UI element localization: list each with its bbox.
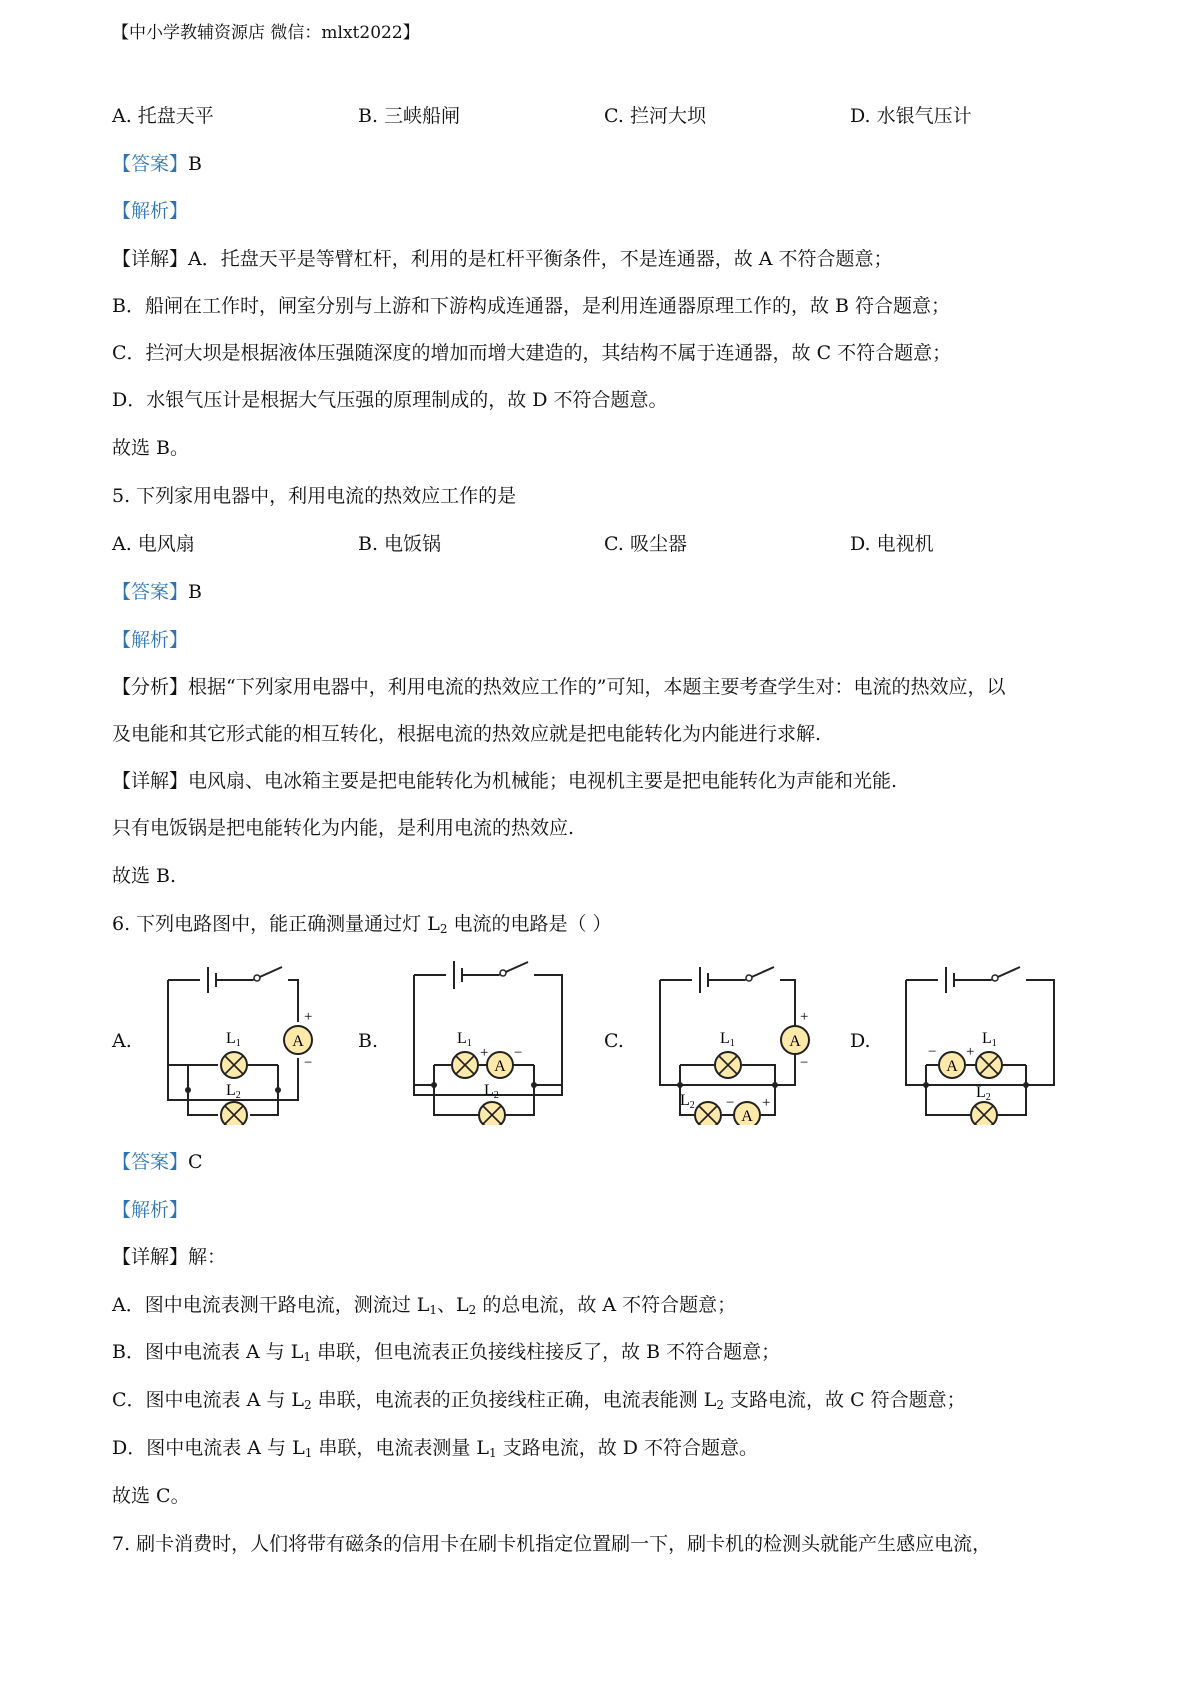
circuit-b-diagram [384,955,584,1125]
ammeter-minus: − [304,1055,313,1071]
circuit-d-label: D. [850,1030,871,1052]
lamp-l1 [452,1052,478,1078]
q6-detail-a [112,1291,736,1319]
lamp-l1 [221,1052,247,1078]
answer-tag: 【答案】 [112,153,189,175]
q7-stem: 7. 刷卡消费时，人们将带有磁条的信用卡在刷卡机指定位置刷一下，刷卡机的检测头就能产生感应电流， [112,1533,992,1555]
circuit-a [112,955,352,1125]
ammeter [487,1052,513,1078]
sub-2: 2 [304,1398,312,1412]
circuit-c [604,955,844,1125]
q6-stem-sub: 2 [439,922,448,936]
q4-option-b: B. 三峡船闸 [358,105,461,127]
q4-detail-a [112,245,893,273]
lamp-l2-label: L2 [484,1082,499,1101]
q6-detail-b [112,1338,780,1366]
q4-detail-c: C．拦河大坝是根据液体压强随深度的增加而增大建造的，其结构不属于连通器，故 C 不符合题意； [112,342,952,364]
q6-stem [112,910,612,938]
q6-detail-b-post: 串联，但电流表正负接线柱接反了，故 B 不符合题意； [311,1341,781,1363]
ammeter-label: A [946,1058,958,1075]
lamp-l1 [976,1052,1002,1078]
q4-conclusion: 故选 B。 [112,437,190,459]
q4-answer-line [112,150,202,178]
ammeter-label: A [494,1058,506,1075]
ammeter-2-plus: + [762,1095,771,1111]
sub-2: 2 [468,1303,477,1317]
circuit-d-diagram [876,955,1076,1125]
circuit-a-diagram [138,955,338,1125]
q6-detail-d-mid: 串联，电流表测量 L [312,1437,490,1459]
sub-1: 1 [303,1350,312,1364]
circuit-b [358,955,598,1125]
circuit-c-diagram [630,955,830,1125]
ammeter-label: A [292,1033,304,1050]
q5-answer-line [112,578,202,606]
q4-analysis-tag: 【解析】 [112,200,189,222]
ammeter-plus: + [800,1009,809,1025]
detail-tag: 【详解】 [112,1246,189,1268]
circuit-c-label: C. [604,1030,624,1052]
ammeter [781,1026,809,1054]
q6-detail-intro-text: 解： [188,1246,227,1268]
q5-detail-1 [112,767,897,795]
q4-detail-d: D．水银气压计是根据大气压强的原理制成的，故 D 不符合题意。 [112,389,668,411]
sub-2: 2 [716,1398,724,1412]
q6-detail-c-mid: 串联，电流表的正负接线柱正确，电流表能测 L [311,1389,717,1411]
lamp-l2-label: L2 [976,1084,991,1103]
q5-detail-1-text: 电风扇、电冰箱主要是把电能转化为机械能；电视机主要是把电能转化为声能和光能. [188,770,898,792]
lamp-l1-label: L1 [457,1030,472,1049]
q6-analysis-tag: 【解析】 [112,1199,189,1221]
q4-detail-b: B．船闸在工作时，闸室分别与上游和下游构成连通器，是利用连通器原理工作的，故 B 符合题意； [112,295,951,317]
lamp-l1-label: L1 [982,1030,997,1049]
ammeter-plus: + [966,1044,975,1060]
q5-answer: B [188,581,202,603]
q6-detail-c-post: 支路电流，故 C 符合题意； [723,1389,966,1411]
q6-stem-post: 电流的电路是（ ） [447,913,612,935]
q4-option-d: D. 水银气压计 [850,105,972,127]
sub-1: 1 [429,1303,438,1317]
q6-detail-b-pre: B．图中电流表 A 与 L [112,1341,304,1363]
q6-answer: C [188,1151,203,1173]
circuit-b-label: B. [358,1030,379,1052]
lamp-l1-label: L1 [720,1030,735,1049]
q4-options [112,102,1112,130]
q6-detail-intro [112,1243,226,1271]
ammeter [939,1052,965,1078]
answer-tag: 【答案】 [112,581,189,603]
lamp-l2 [221,1102,247,1125]
q5-conclusion: 故选 B. [112,865,177,887]
lamp-l2 [695,1102,721,1125]
fenxi-tag: 【分析】 [112,676,189,698]
lamp-l2 [971,1102,997,1125]
ammeter-2 [734,1102,760,1125]
q4-detail-a-text: A．托盘天平是等臂杠杆，利用的是杠杆平衡条件，不是连通器，故 A 不符合题意； [188,248,893,270]
lamp-l1-label: L1 [226,1030,241,1049]
ammeter-minus: − [514,1045,523,1061]
q6-conclusion: 故选 C。 [112,1485,190,1507]
q6-detail-c-pre: C．图中电流表 A 与 L [112,1389,304,1411]
q5-fenxi-2: 及电能和其它形式能的相互转化，根据电流的热效应就是把电能转化为内能进行求解. [112,723,822,745]
lamp-l2 [479,1102,505,1125]
ammeter-minus: − [800,1055,809,1071]
q6-detail-a-pre: A．图中电流表测干路电流，测流过 L [112,1294,430,1316]
page-header: 【中小学教辅资源店 微信：mlxt2022】 [112,23,420,43]
ammeter-label: A [789,1033,801,1050]
ammeter-2-label: A [741,1108,753,1125]
sub-1: 1 [304,1446,313,1460]
ammeter [284,1026,312,1054]
q5-fenxi-1 [112,673,1005,701]
ammeter-plus: + [304,1009,313,1025]
q5-option-d: D. 电视机 [850,533,934,555]
ammeter-2-minus: − [726,1095,735,1111]
q5-detail-2: 只有电饭锅是把电能转化为内能，是利用电流的热效应. [112,817,575,839]
lamp-l1 [715,1052,741,1078]
answer-tag: 【答案】 [112,1151,189,1173]
q6-circuits [112,955,1112,1125]
q5-fenxi-1-text: 根据“下列家用电器中，利用电流的热效应工作的”可知，本题主要考查学生对：电流的热效应，以 [188,676,1006,698]
q6-detail-a-mid: 、L [437,1294,469,1316]
sub-1: 1 [489,1446,497,1460]
q6-stem-pre: 6. 下列电路图中，能正确测量通过灯 L [112,913,440,935]
ammeter-plus: + [480,1045,489,1061]
q6-detail-a-post: 的总电流，故 A 不符合题意； [476,1294,737,1316]
ammeter-minus: − [928,1044,937,1060]
q5-option-a: A. 电风扇 [112,533,195,555]
q5-option-c: C. 吸尘器 [604,533,687,555]
circuit-a-label: A. [112,1030,132,1052]
q5-option-b: B. 电饭锅 [358,533,442,555]
lamp-l2-label: L2 [680,1092,695,1111]
q5-analysis-tag: 【解析】 [112,629,189,651]
q5-options [112,530,1112,558]
q6-detail-d-post: 支路电流，故 D 不符合题意。 [496,1437,759,1459]
lamp-l2-label: L2 [226,1082,241,1101]
detail-tag: 【详解】 [112,770,189,792]
detail-tag: 【详解】 [112,248,189,270]
q6-answer-line [112,1148,203,1176]
q4-option-a: A. 托盘天平 [112,105,214,127]
q6-detail-d-pre: D．图中电流表 A 与 L [112,1437,305,1459]
q5-stem: 5. 下列家用电器中，利用电流的热效应工作的是 [112,485,517,507]
q6-detail-c [112,1386,966,1414]
q4-answer: B [188,153,202,175]
q4-option-c: C. 拦河大坝 [604,105,706,127]
circuit-d [850,955,1090,1125]
q6-detail-d [112,1434,758,1462]
